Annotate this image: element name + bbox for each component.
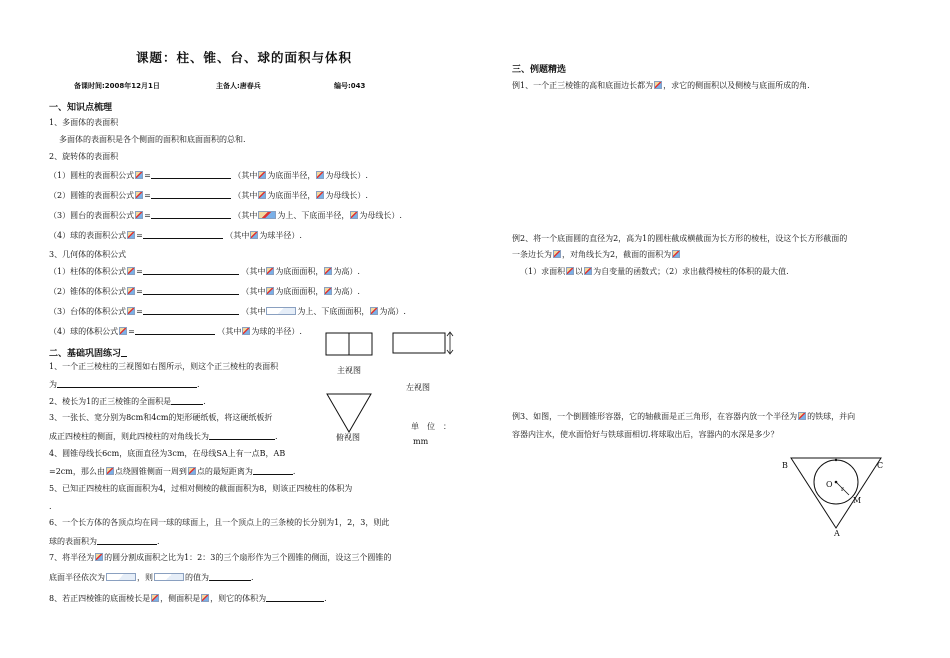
- page-title: 课题：柱、锥、台、球的面积与体积: [136, 50, 353, 65]
- question-1-line-2: [49, 379, 200, 390]
- question-7-line-1: [49, 553, 391, 563]
- example-3-line-1: [512, 412, 855, 422]
- question-text: 为: [49, 380, 57, 389]
- equals-sign: =: [144, 191, 151, 200]
- note-text: 为母线长）.: [325, 191, 368, 200]
- r-symbol-icon: [798, 412, 806, 420]
- s1-line-1: 1、多面体的表面积: [49, 118, 119, 127]
- section-1-heading: 一、知识点梳理: [49, 103, 113, 113]
- question-6-line-1: 6、一个长方体的各顶点均在同一球的球面上，且一个顶点上的三条棱的长分别为1，2，3，则此: [49, 518, 390, 527]
- note-text: 为上、下底面面积，: [297, 307, 370, 316]
- note-text: 为底面面积，: [275, 267, 324, 276]
- blank-line: [143, 306, 239, 315]
- question-text: 点绕圆锥侧面一周到: [114, 467, 187, 476]
- equals-sign: =: [144, 171, 151, 180]
- note-text: （其中: [241, 307, 266, 316]
- meta-author: 主备人:唐春兵: [216, 82, 261, 90]
- question-text: ，则: [137, 573, 153, 582]
- example-2-line-1: 例2、将一个底面圆的直径为2，高为1的圆柱截成横截面为长方形的棱柱，设这个长方形截面的: [512, 234, 848, 243]
- equals-sign: =: [136, 307, 143, 316]
- note-text: 为上、下底面半径，: [277, 211, 350, 220]
- formula-sphere-area: [49, 230, 302, 241]
- h-symbol-icon: [324, 287, 332, 295]
- period: .: [157, 537, 160, 546]
- example-text: 例1、一个正三棱锥的高和底面边长都为: [512, 81, 654, 90]
- question-text: 7、将半径为: [49, 553, 95, 562]
- answer-blank[interactable]: [171, 396, 203, 405]
- r-symbol-icon: [242, 327, 250, 335]
- section-3-heading: 三、例题精选: [512, 65, 567, 75]
- example-text: 例3、如图，一个倒圆锥形容器，它的轴截面是正三角形，在容器内放一个半径为: [512, 412, 798, 421]
- blank-line: [151, 190, 231, 199]
- example-text: ，对角线长为2，截面的面积为: [562, 250, 672, 259]
- note-text: 为高）.: [333, 287, 360, 296]
- front-view-label: 主视图: [337, 366, 361, 375]
- heading-underline: [121, 347, 127, 357]
- question-3-line-2: [49, 431, 278, 442]
- formula-label: （1）柱体的体积公式: [49, 267, 127, 276]
- question-text: 的圆分割成面积之比为1：2：3的三个扇形作为三个圆锥的侧面，设这三个圆锥的: [104, 553, 392, 562]
- b-point-icon: [188, 467, 196, 475]
- question-2: [49, 396, 206, 407]
- s-symbol-icon: [672, 250, 680, 258]
- l-symbol-icon: [316, 171, 324, 179]
- answer-blank[interactable]: [57, 379, 197, 388]
- r-symbol-icon: [258, 171, 266, 179]
- question-text: 2、棱长为1的正三棱锥的全面积是: [49, 397, 172, 406]
- formula-cone-area: [49, 190, 368, 201]
- answer-blank[interactable]: [97, 536, 157, 545]
- blank-line: [143, 266, 239, 275]
- formula-label: （2）圆锥的表面积公式: [49, 191, 135, 200]
- formula-pyramid-volume: [49, 286, 360, 297]
- formula-prism-volume: [49, 266, 360, 277]
- note-text: 为底面半径，: [267, 191, 316, 200]
- formula-label: （1）圆柱的表面积公式: [49, 171, 135, 180]
- section-2-heading: [49, 346, 127, 359]
- formula-frustum-area: [49, 210, 402, 221]
- point-label-b: B: [782, 461, 788, 470]
- equals-sign: =: [144, 211, 151, 220]
- note-text: 为高）.: [379, 307, 406, 316]
- formula-label: （3）台体的体积公式: [49, 307, 127, 316]
- equals-sign: =: [136, 231, 143, 240]
- expression-icon: [154, 573, 184, 581]
- example-text: 为自变量的函数式；（2）求出截得棱柱的体积的最大值.: [593, 267, 789, 276]
- period: .: [197, 380, 200, 389]
- example-text: 的铁球，并向: [807, 412, 856, 421]
- period: .: [324, 594, 327, 603]
- meta-number: 编号:043: [334, 82, 366, 90]
- s-symbol-icon: [566, 267, 574, 275]
- note-text: 为底面面积，: [275, 287, 324, 296]
- blank-line: [143, 286, 239, 295]
- question-8: [49, 593, 327, 604]
- formula-icon: [135, 171, 143, 179]
- formula-label: （4）球的表面积公式: [49, 231, 127, 240]
- question-6-line-2: [49, 536, 160, 547]
- note-text: 为球的半径）.: [251, 327, 302, 336]
- formula-icon: [127, 287, 135, 295]
- meta-date: 备课时间:2008年12月1日: [74, 82, 160, 90]
- formula-sphere-volume: [49, 326, 302, 337]
- note-text: （其中: [233, 171, 258, 180]
- formula-icon: [119, 327, 127, 335]
- r-values-icon: [106, 573, 136, 581]
- s-symbols-icon: [266, 307, 296, 315]
- period: .: [203, 397, 206, 406]
- example-2-line-2: [512, 250, 681, 260]
- formula-label: （4）球的体积公式: [49, 327, 119, 336]
- question-5: 5、已知正四棱柱的底面面积为4，过相对侧棱的截面面积为8，则该正四棱柱的体积为: [49, 484, 353, 493]
- s1-line-4: 3、几何体的体积公式: [49, 250, 127, 259]
- unit-value: mm: [413, 437, 429, 446]
- equals-sign: =: [128, 327, 135, 336]
- value-a-icon: [654, 81, 662, 89]
- answer-blank[interactable]: [209, 572, 251, 581]
- note-text: 为高）.: [333, 267, 360, 276]
- example-1: [512, 81, 810, 91]
- tangent-point: [835, 459, 837, 461]
- blank-line: [143, 230, 223, 239]
- question-text: 的值为: [185, 573, 209, 582]
- center-point: [835, 481, 838, 484]
- note-text: （其中: [233, 211, 258, 220]
- formula-label: （2）锥体的体积公式: [49, 287, 127, 296]
- b-point-icon: [106, 467, 114, 475]
- example-3-line-2: 容器内注水，使水面恰好与铁球面相切.将球取出后，容器内的水深是多少？: [512, 430, 779, 439]
- blank-line: [151, 210, 231, 219]
- note-text: 为母线长）.: [359, 211, 402, 220]
- point-label-c: C: [877, 461, 884, 470]
- radius-label-r: r: [841, 486, 844, 493]
- h-symbol-icon: [324, 267, 332, 275]
- example-text: （1）求面积: [520, 267, 566, 276]
- s1-line-3: 2、旋转体的表面积: [49, 152, 119, 161]
- example-text: 以: [575, 267, 584, 276]
- area-value-icon: [201, 594, 209, 602]
- note-text: 为球半径）.: [259, 231, 302, 240]
- question-text: ，侧面积是: [160, 594, 201, 603]
- question-4-line-2: [49, 466, 295, 477]
- formula-icon: [135, 211, 143, 219]
- note-text: 为母线长）.: [325, 171, 368, 180]
- formula-icon: [127, 231, 135, 239]
- question-7-line-2: [49, 572, 254, 583]
- equals-sign: =: [136, 267, 143, 276]
- top-view-shape: [327, 394, 371, 432]
- blank-line: [135, 326, 215, 335]
- formula-icon: [127, 307, 135, 315]
- answer-blank[interactable]: [253, 466, 293, 475]
- r-symbol-icon: [258, 191, 266, 199]
- left-view-shape: [393, 333, 445, 353]
- point-label-a: A: [834, 529, 840, 538]
- question-1-line-1: 1、一个正三棱柱的三视图如右图所示，则这个正三棱柱的表面积: [49, 362, 279, 371]
- h-symbol-icon: [370, 307, 378, 315]
- note-text: （其中: [241, 267, 266, 276]
- left-view-label: 左视图: [406, 383, 430, 392]
- answer-blank[interactable]: [209, 431, 275, 440]
- note-text: （其中: [241, 287, 266, 296]
- r-symbols-icon: [258, 211, 276, 219]
- formula-cylinder-area: [49, 170, 368, 181]
- l-symbol-icon: [350, 211, 358, 219]
- formula-frustum-volume: [49, 306, 406, 317]
- r-symbol-icon: [95, 553, 103, 561]
- example-text: 一条边长为: [512, 250, 552, 259]
- edge-value-icon: [151, 594, 159, 602]
- period: .: [251, 573, 254, 582]
- point-label-o: O: [826, 480, 833, 489]
- formula-icon: [135, 191, 143, 199]
- question-text: =2cm，那么由: [49, 467, 105, 476]
- r-symbol-icon: [250, 231, 258, 239]
- x-symbol-icon: [553, 250, 561, 258]
- answer-blank[interactable]: [266, 593, 324, 602]
- x-symbol-icon: [584, 267, 592, 275]
- example-text: ，求它的侧面积以及侧棱与底面所成的角.: [663, 81, 810, 90]
- note-text: （其中: [217, 327, 242, 336]
- top-view-label: 俯视图: [336, 433, 360, 442]
- unit-label: 单 位 ：: [411, 422, 451, 431]
- formula-icon: [127, 267, 135, 275]
- example-2-line-3: [520, 267, 789, 277]
- question-text: 点的最短距离为: [196, 467, 253, 476]
- question-text: 成正四棱柱的侧面，则此四棱柱的对角线长为: [49, 432, 209, 441]
- question-3-line-1: 3、一张长、宽分别为8cm和4cm的矩形硬纸板，将这硬纸板折: [49, 413, 273, 422]
- s-symbol-icon: [266, 287, 274, 295]
- question-5-dot: .: [49, 502, 52, 511]
- blank-line: [151, 170, 231, 179]
- period: .: [292, 467, 296, 476]
- cone-cross-section: [791, 458, 884, 528]
- period: .: [275, 432, 278, 441]
- section-2-heading-text: 二、基础巩固练习: [49, 349, 122, 359]
- question-4-line-1: 4、圆锥母线长6cm，底面直径为3cm，在母线SA上有一点B，AB: [49, 449, 286, 458]
- question-text: 底面半径依次为: [49, 573, 105, 582]
- point-label-m: M: [853, 496, 862, 505]
- s1-line-2: 多面体的表面积是各个侧面的面积和底面面积的总和.: [59, 135, 246, 144]
- s-symbol-icon: [266, 267, 274, 275]
- question-text: 8、若正四棱锥的底面棱长是: [49, 594, 151, 603]
- formula-label: （3）圆台的表面积公式: [49, 211, 135, 220]
- question-text: 球的表面积为: [49, 537, 97, 546]
- equals-sign: =: [136, 287, 143, 296]
- note-text: （其中: [233, 191, 258, 200]
- question-text: ，则它的体积为: [210, 594, 267, 603]
- note-text: （其中: [225, 231, 250, 240]
- note-text: 为底面半径，: [267, 171, 316, 180]
- l-symbol-icon: [316, 191, 324, 199]
